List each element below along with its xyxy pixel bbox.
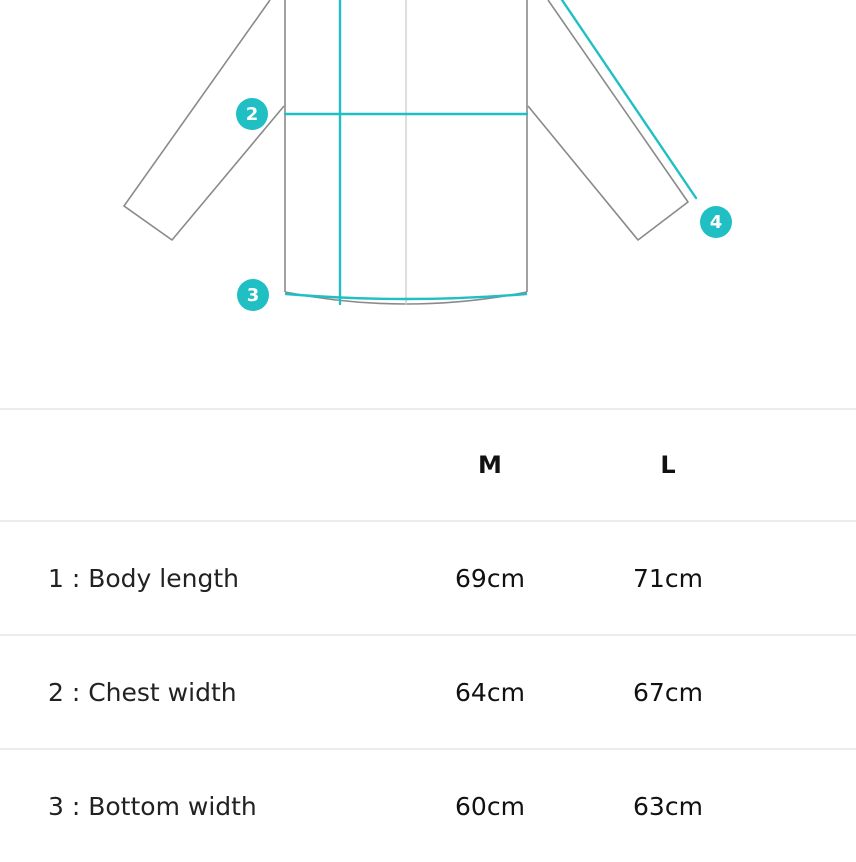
garment-measurement-diagram [0, 0, 856, 340]
sleeve-length-line [562, 0, 696, 198]
measurement-label: 3 : Bottom width [48, 791, 257, 821]
measurement-lines [285, 0, 696, 304]
table-header-row [0, 408, 856, 520]
right-sleeve [528, 0, 688, 240]
header-size-m: M [478, 451, 502, 479]
badge-number: 3 [246, 285, 260, 306]
badge-3 [237, 279, 269, 311]
measurement-label: 1 : Body length [48, 563, 239, 593]
size-m-value: 60cm [455, 791, 525, 821]
size-l-value: 71cm [633, 563, 703, 593]
measurement-label: 2 : Chest width [48, 677, 237, 707]
header-label-cell [48, 410, 428, 520]
size-table [0, 408, 856, 862]
size-l-value: 67cm [633, 677, 703, 707]
table-row [0, 634, 856, 748]
size-m-value: 69cm [455, 563, 525, 593]
size-m-value: 64cm [455, 677, 525, 707]
table-row [0, 748, 856, 862]
badge-number: 2 [245, 104, 259, 125]
badge-number: 4 [709, 212, 723, 233]
size-l-value: 63cm [633, 791, 703, 821]
badge-4 [700, 206, 732, 238]
badge-2 [236, 98, 268, 130]
header-size-l: L [660, 451, 676, 479]
table-row [0, 520, 856, 634]
